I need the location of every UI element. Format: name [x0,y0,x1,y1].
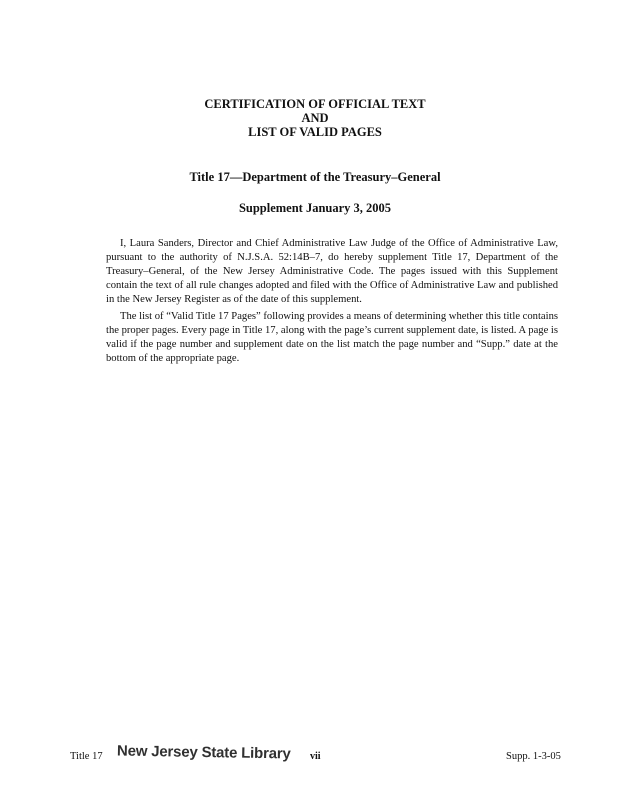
certification-paragraph: I, Laura Sanders, Director and Chief Administrative Law Judge of the Office of Administrative Law, pursuant to the authority of N.J.S.A. 52:14B–7, do hereby supplement Title 17, Department of the Treasury–General, of the New Jersey Administrative Code. The pages issued with this Supplement contain the text of all rule changes adopted and filed with the Office of Administrative Law and published in the New Jersey Register as of the date of this supplement. [106,238,558,306]
title-department: Title 17—Department of the Treasury–General [189,170,441,184]
valid-pages-heading: LIST OF VALID PAGES [248,125,382,139]
supplement-date: Supplement January 3, 2005 [238,201,392,215]
library-stamp: New Jersey State Library [116,742,291,763]
footer-title: Title 17 [70,751,103,762]
heading-conjunction: AND [301,111,329,125]
valid-pages-paragraph: The list of “Valid Title 17 Pages” following provides a means of determining whether this title contains the proper pages. Every page in Title 17, along with the page’s current supplement date, is listed. A page is valid if the page number and supplement date on the list match the page number and “Supp.” date at the bottom of the appropriate page. [106,311,558,365]
certification-heading: CERTIFICATION OF OFFICIAL TEXT [204,97,426,111]
footer-supplement: Supp. 1-3-05 [506,751,561,762]
footer-page-number: vii [310,751,321,762]
